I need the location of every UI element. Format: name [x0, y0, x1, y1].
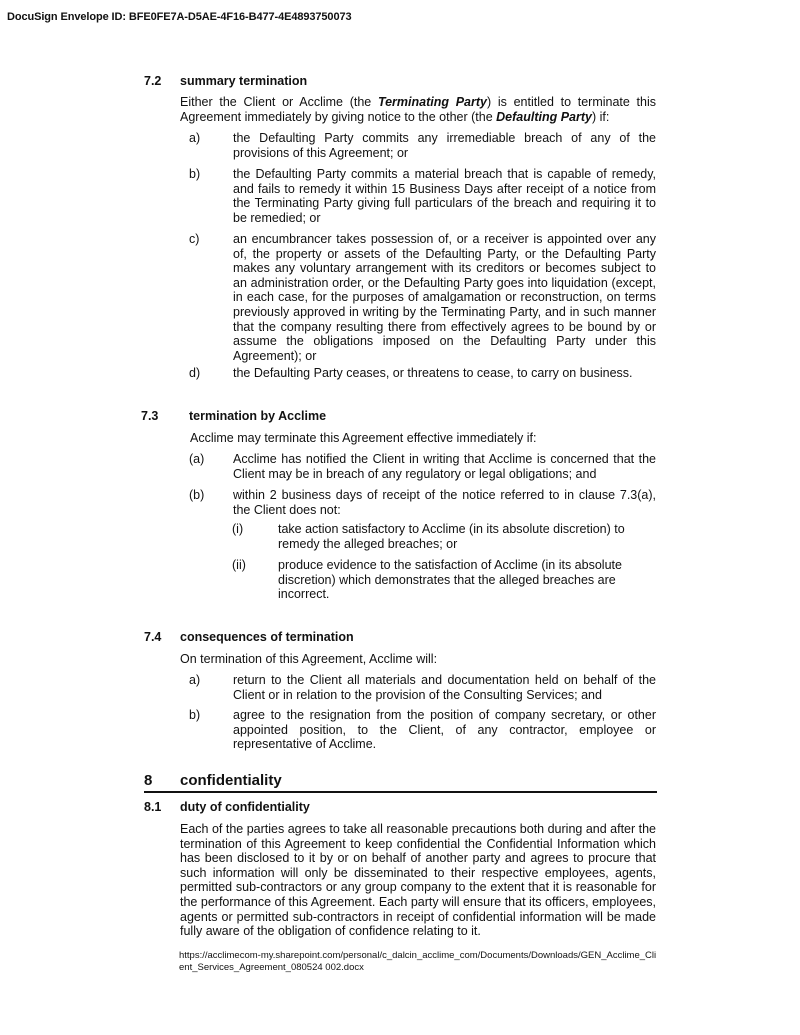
- section-number: 7.3: [141, 409, 159, 423]
- section-number: 7.2: [144, 74, 162, 88]
- section-number: 7.4: [144, 630, 162, 644]
- document-path-footer: https://acclimecom-my.sharepoint.com/personal/c_dalcin_acclime_com/Documents/Downloads/GEN_Acclime_Client_Services_Agreement_080524 002.docx: [179, 950, 657, 973]
- section-title: summary termination: [180, 74, 308, 88]
- section-7-2-intro: Either the Client or Acclime (the Terminating Party) is entitled to terminate this Agreement immediately by giving notice to the other (the Defaulting Party) if:: [180, 95, 656, 124]
- section-number: 8.1: [144, 800, 162, 814]
- section-number: 8: [144, 772, 153, 789]
- section-title: termination by Acclime: [189, 409, 327, 423]
- defined-term-defaulting-party: Defaulting Party: [496, 109, 592, 124]
- docusign-envelope-id: DocuSign Envelope ID: BFE0FE7A-D5AE-4F16-B477-4E4893750073: [7, 11, 352, 23]
- section-title: confidentiality: [180, 772, 282, 789]
- section-7-4-intro: On termination of this Agreement, Acclime will:: [180, 652, 438, 666]
- section-8-1-body: Each of the parties agrees to take all reasonable precautions both during and after the termination of this Agreement to keep confidential the Confidential Information which has been disclosed to it by or on behalf of another party and agrees to procure that such information will only be disseminated to their respective employees, agents, permitted sub-contractors or any group company to the extent that it is reasonable for the performance of this Agreement. Each party will ensure that its officers, employees, agents or permitted sub-contractors in receipt of confidential information will be made fully aware of the obligation of confidence relating to it.: [180, 822, 657, 939]
- defined-term-terminating-party: Terminating Party: [377, 95, 487, 109]
- section-title: duty of confidentiality: [180, 800, 310, 814]
- section-8-heading: [144, 771, 657, 793]
- section-title: consequences of termination: [180, 630, 354, 644]
- section-7-3-intro: Acclime may terminate this Agreement effective immediately if:: [190, 431, 537, 445]
